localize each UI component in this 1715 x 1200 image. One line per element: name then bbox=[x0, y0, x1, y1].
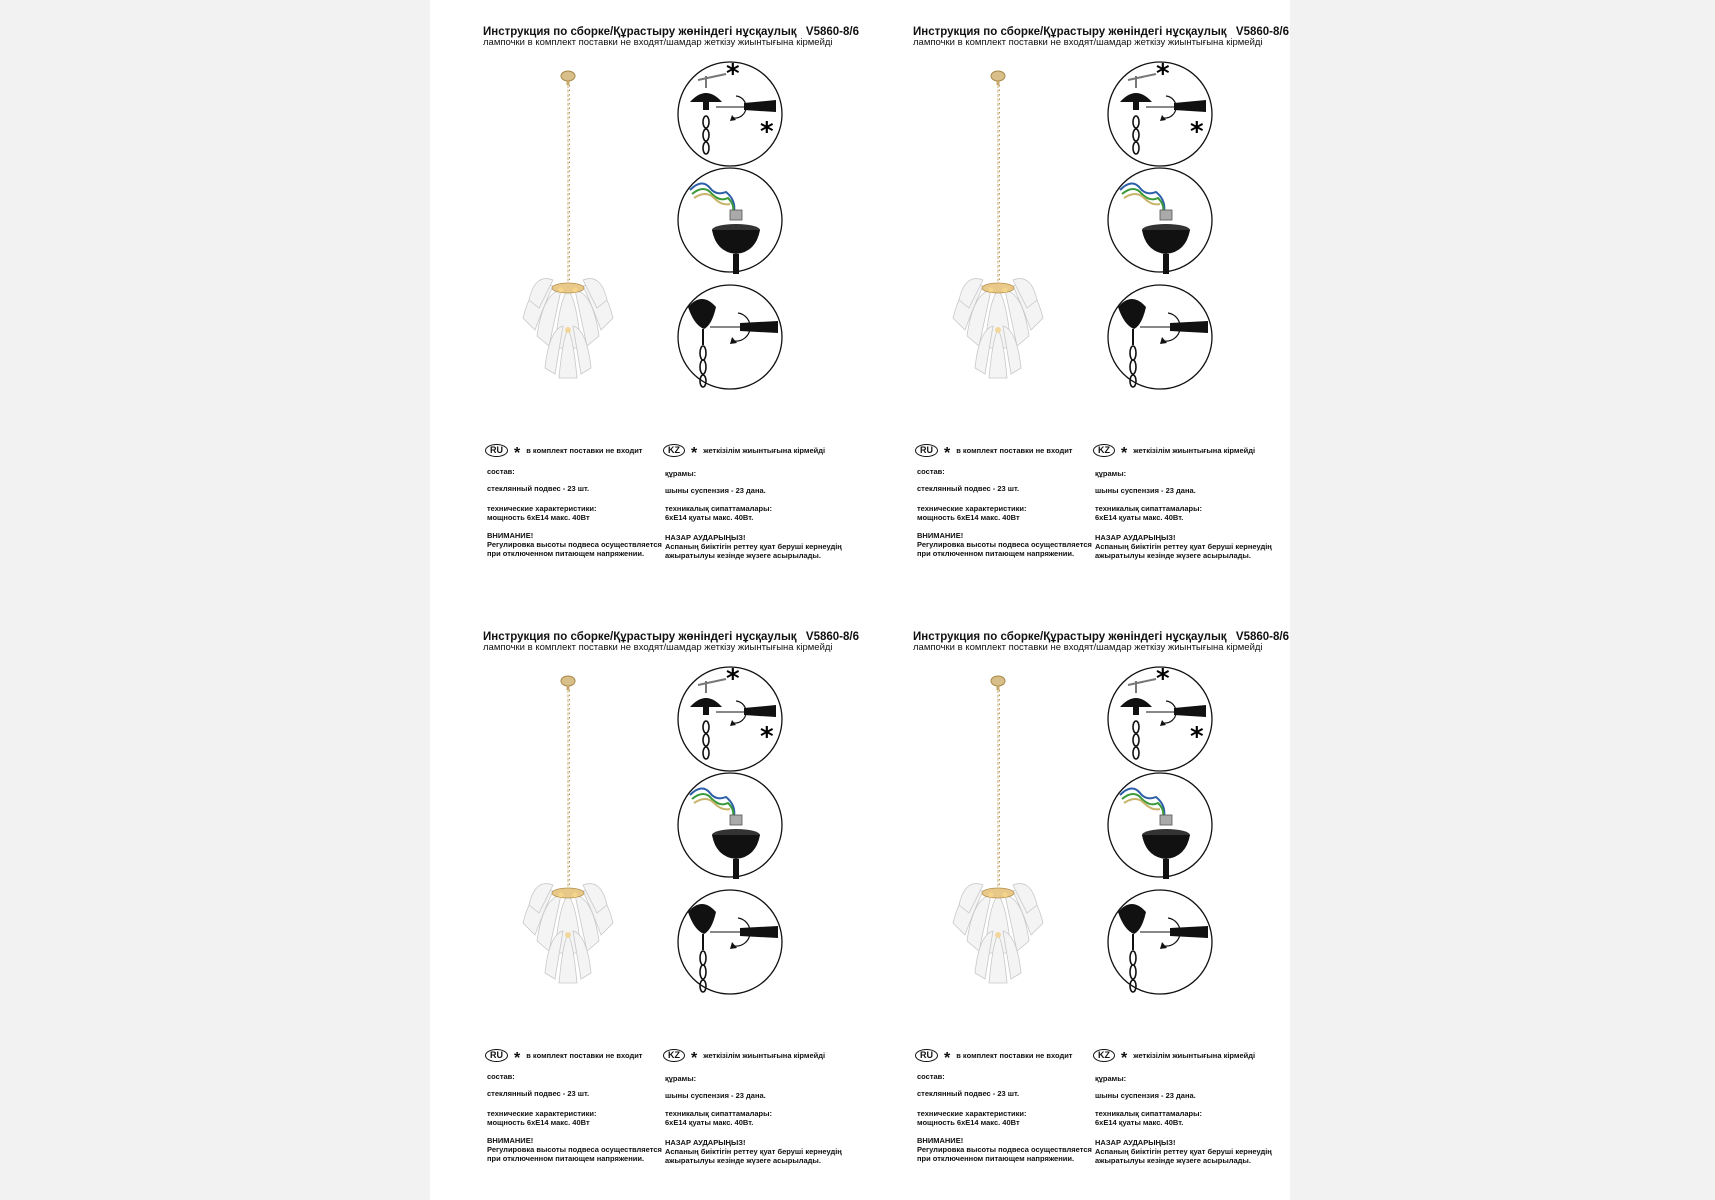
step-1-star-bottom: * bbox=[1190, 722, 1204, 752]
step-3-tighten-canopy bbox=[676, 888, 784, 996]
step-1-mount-canopy bbox=[676, 665, 784, 773]
instruction-card bbox=[483, 605, 863, 1165]
step-3-tighten-canopy bbox=[1106, 888, 1214, 996]
kz-star: * bbox=[1121, 1049, 1128, 1067]
kz-composition-label: құрамы: bbox=[665, 469, 697, 478]
step-1-star-top: * bbox=[1156, 60, 1170, 89]
ru-header bbox=[915, 1049, 1073, 1067]
ru-warning-line1: Регулировка высоты подвеса осуществляется bbox=[487, 540, 662, 549]
kz-warning-line2: ажыратылуы кезінде жүзеге асырылады. bbox=[1095, 1156, 1251, 1165]
ru-badge: RU bbox=[915, 1049, 938, 1062]
chandelier-illustration bbox=[943, 68, 1053, 398]
step-2-connect-wires bbox=[676, 771, 784, 879]
ru-warning-label: ВНИМАНИЕ! bbox=[487, 1136, 534, 1145]
card-subtitle: лампочки в комплект поставки не входят/шамдар жеткізу жиынтығына кірмейді bbox=[913, 642, 1263, 653]
step-1-mount-canopy bbox=[1106, 665, 1214, 773]
ru-badge: RU bbox=[485, 1049, 508, 1062]
instruction-sheet bbox=[430, 0, 1290, 1200]
kz-star: * bbox=[1121, 444, 1128, 462]
ru-warning-label: ВНИМАНИЕ! bbox=[487, 531, 534, 540]
step-2-diagram bbox=[1106, 166, 1214, 274]
ru-note: в комплект поставки не входит bbox=[526, 1051, 643, 1060]
kz-tech-label: техникалық сипаттамалары: bbox=[1095, 1109, 1203, 1118]
ru-tech-label: технические характеристики: bbox=[917, 1109, 1027, 1118]
kz-star: * bbox=[691, 1049, 698, 1067]
ru-tech-value: мощность 6xE14 макс. 40Вт bbox=[917, 513, 1020, 522]
ru-warning-label: ВНИМАНИЕ! bbox=[917, 1136, 964, 1145]
step-1-star-top: * bbox=[726, 665, 740, 694]
ru-warning-line2: при отключенном питающем напряжении. bbox=[917, 549, 1075, 558]
step-1-mount-canopy bbox=[1106, 60, 1214, 168]
card-title: Инструкция по сборке/Құрастыру жөніндегі нұсқаулық bbox=[913, 631, 1227, 643]
card-subtitle: лампочки в комплект поставки не входят/шамдар жеткізу жиынтығына кірмейді bbox=[913, 37, 1263, 48]
kz-warning-line1: Аспаның биіктігін реттеу қуат беруші кернеудің bbox=[665, 1147, 842, 1156]
ru-header bbox=[485, 444, 643, 462]
kz-composition-label: құрамы: bbox=[665, 1074, 697, 1083]
ru-warning-line2: при отключенном питающем напряжении. bbox=[917, 1154, 1075, 1163]
kz-warning-label: НАЗАР АУДАРЫҢЫЗ! bbox=[1095, 533, 1176, 542]
kz-warning-line2: ажыратылуы кезінде жүзеге асырылады. bbox=[665, 551, 821, 560]
kz-header bbox=[663, 444, 826, 462]
step-2-connect-wires bbox=[1106, 771, 1214, 879]
ru-tech-value: мощность 6xE14 макс. 40Вт bbox=[487, 513, 590, 522]
ru-composition-label: состав: bbox=[917, 467, 945, 476]
step-3-diagram bbox=[1106, 283, 1214, 391]
ru-star: * bbox=[514, 1049, 521, 1067]
ru-composition-value: стеклянный подвес - 23 шт. bbox=[917, 1089, 1020, 1098]
ru-composition-label: состав: bbox=[487, 467, 515, 476]
step-3-diagram bbox=[676, 888, 784, 996]
kz-composition-value: шыны суспензия - 23 дана. bbox=[665, 1091, 766, 1100]
step-1-diagram bbox=[1106, 60, 1214, 168]
kz-warning-line1: Аспаның биіктігін реттеу қуат беруші кернеудің bbox=[1095, 1147, 1272, 1156]
kz-warning-line2: ажыратылуы кезінде жүзеге асырылады. bbox=[665, 1156, 821, 1165]
instruction-card bbox=[913, 605, 1293, 1165]
ru-warning-line1: Регулировка высоты подвеса осуществляется bbox=[487, 1145, 662, 1154]
step-1-star-bottom: * bbox=[1190, 117, 1204, 147]
kz-badge: KZ bbox=[1093, 444, 1115, 457]
ru-tech-value: мощность 6xE14 макс. 40Вт bbox=[917, 1118, 1020, 1127]
ru-badge: RU bbox=[485, 444, 508, 457]
chandelier-illustration bbox=[513, 673, 623, 1003]
step-2-diagram bbox=[1106, 771, 1214, 879]
kz-badge: KZ bbox=[663, 444, 685, 457]
instruction-card bbox=[483, 0, 863, 560]
step-1-star-top: * bbox=[726, 60, 740, 89]
card-title: Инструкция по сборке/Құрастыру жөніндегі нұсқаулық bbox=[483, 26, 797, 38]
kz-warning-label: НАЗАР АУДАРЫҢЫЗ! bbox=[665, 1138, 746, 1147]
chandelier-illustration bbox=[513, 68, 623, 398]
kz-warning-line1: Аспаның биіктігін реттеу қуат беруші кернеудің bbox=[1095, 542, 1272, 551]
kz-header bbox=[1093, 1049, 1256, 1067]
kz-tech-value: 6xE14 қуаты макс. 40Вт. bbox=[1095, 1118, 1184, 1127]
kz-composition-label: құрамы: bbox=[1095, 469, 1127, 478]
kz-composition-value: шыны суспензия - 23 дана. bbox=[1095, 486, 1196, 495]
kz-header bbox=[663, 1049, 826, 1067]
step-2-diagram bbox=[676, 166, 784, 274]
card-subtitle: лампочки в комплект поставки не входят/шамдар жеткізу жиынтығына кірмейді bbox=[483, 37, 833, 48]
ru-composition-value: стеклянный подвес - 23 шт. bbox=[487, 484, 590, 493]
step-1-star-bottom: * bbox=[760, 722, 774, 752]
ru-header bbox=[915, 444, 1073, 462]
card-title: Инструкция по сборке/Құрастыру жөніндегі нұсқаулық bbox=[483, 631, 797, 643]
kz-warning-line2: ажыратылуы кезінде жүзеге асырылады. bbox=[1095, 551, 1251, 560]
ru-composition-value: стеклянный подвес - 23 шт. bbox=[917, 484, 1020, 493]
ru-star: * bbox=[944, 444, 951, 462]
ru-composition-label: состав: bbox=[487, 1072, 515, 1081]
ru-note: в комплект поставки не входит bbox=[956, 446, 1073, 455]
ru-warning-label: ВНИМАНИЕ! bbox=[917, 531, 964, 540]
ru-tech-label: технические характеристики: bbox=[917, 504, 1027, 513]
ru-warning-line1: Регулировка высоты подвеса осуществляется bbox=[917, 1145, 1092, 1154]
instruction-card bbox=[913, 0, 1293, 560]
kz-warning-label: НАЗАР АУДАРЫҢЫЗ! bbox=[665, 533, 746, 542]
step-3-diagram bbox=[1106, 888, 1214, 996]
ru-note: в комплект поставки не входит bbox=[956, 1051, 1073, 1060]
kz-note: жеткізілім жиынтығына кірмейді bbox=[703, 1051, 826, 1060]
step-1-diagram bbox=[676, 60, 784, 168]
chandelier-illustration bbox=[943, 673, 1053, 1003]
kz-note: жеткізілім жиынтығына кірмейді bbox=[1133, 446, 1256, 455]
step-1-diagram bbox=[676, 665, 784, 773]
kz-tech-value: 6xE14 қуаты макс. 40Вт. bbox=[665, 1118, 754, 1127]
kz-warning-line1: Аспаның биіктігін реттеу қуат беруші кернеудің bbox=[665, 542, 842, 551]
card-title: Инструкция по сборке/Құрастыру жөніндегі нұсқаулық bbox=[913, 26, 1227, 38]
kz-note: жеткізілім жиынтығына кірмейді bbox=[1133, 1051, 1256, 1060]
step-2-connect-wires bbox=[676, 166, 784, 274]
step-3-tighten-canopy bbox=[1106, 283, 1214, 391]
kz-badge: KZ bbox=[1093, 1049, 1115, 1062]
ru-tech-label: технические характеристики: bbox=[487, 1109, 597, 1118]
kz-tech-label: техникалық сипаттамалары: bbox=[665, 1109, 773, 1118]
kz-tech-label: техникалық сипаттамалары: bbox=[665, 504, 773, 513]
model-number: V5860-8/6 bbox=[805, 26, 859, 38]
ru-header bbox=[485, 1049, 643, 1067]
model-number: V5860-8/6 bbox=[805, 631, 859, 643]
model-number: V5860-8/6 bbox=[1235, 631, 1289, 643]
kz-header bbox=[1093, 444, 1256, 462]
kz-composition-label: құрамы: bbox=[1095, 1074, 1127, 1083]
step-1-star-top: * bbox=[1156, 665, 1170, 694]
ru-star: * bbox=[514, 444, 521, 462]
step-3-diagram bbox=[676, 283, 784, 391]
model-number: V5860-8/6 bbox=[1235, 26, 1289, 38]
ru-warning-line1: Регулировка высоты подвеса осуществляется bbox=[917, 540, 1092, 549]
step-1-diagram bbox=[1106, 665, 1214, 773]
kz-tech-label: техникалық сипаттамалары: bbox=[1095, 504, 1203, 513]
card-subtitle: лампочки в комплект поставки не входят/шамдар жеткізу жиынтығына кірмейді bbox=[483, 642, 833, 653]
step-1-star-bottom: * bbox=[760, 117, 774, 147]
kz-tech-value: 6xE14 қуаты макс. 40Вт. bbox=[665, 513, 754, 522]
ru-star: * bbox=[944, 1049, 951, 1067]
step-1-mount-canopy bbox=[676, 60, 784, 168]
ru-note: в комплект поставки не входит bbox=[526, 446, 643, 455]
kz-composition-value: шыны суспензия - 23 дана. bbox=[665, 486, 766, 495]
kz-tech-value: 6xE14 қуаты макс. 40Вт. bbox=[1095, 513, 1184, 522]
step-2-connect-wires bbox=[1106, 166, 1214, 274]
ru-composition-value: стеклянный подвес - 23 шт. bbox=[487, 1089, 590, 1098]
kz-note: жеткізілім жиынтығына кірмейді bbox=[703, 446, 826, 455]
ru-warning-line2: при отключенном питающем напряжении. bbox=[487, 1154, 645, 1163]
kz-composition-value: шыны суспензия - 23 дана. bbox=[1095, 1091, 1196, 1100]
ru-composition-label: состав: bbox=[917, 1072, 945, 1081]
kz-warning-label: НАЗАР АУДАРЫҢЫЗ! bbox=[1095, 1138, 1176, 1147]
ru-warning-line2: при отключенном питающем напряжении. bbox=[487, 549, 645, 558]
ru-tech-value: мощность 6xE14 макс. 40Вт bbox=[487, 1118, 590, 1127]
step-3-tighten-canopy bbox=[676, 283, 784, 391]
step-2-diagram bbox=[676, 771, 784, 879]
ru-tech-label: технические характеристики: bbox=[487, 504, 597, 513]
kz-star: * bbox=[691, 444, 698, 462]
kz-badge: KZ bbox=[663, 1049, 685, 1062]
ru-badge: RU bbox=[915, 444, 938, 457]
